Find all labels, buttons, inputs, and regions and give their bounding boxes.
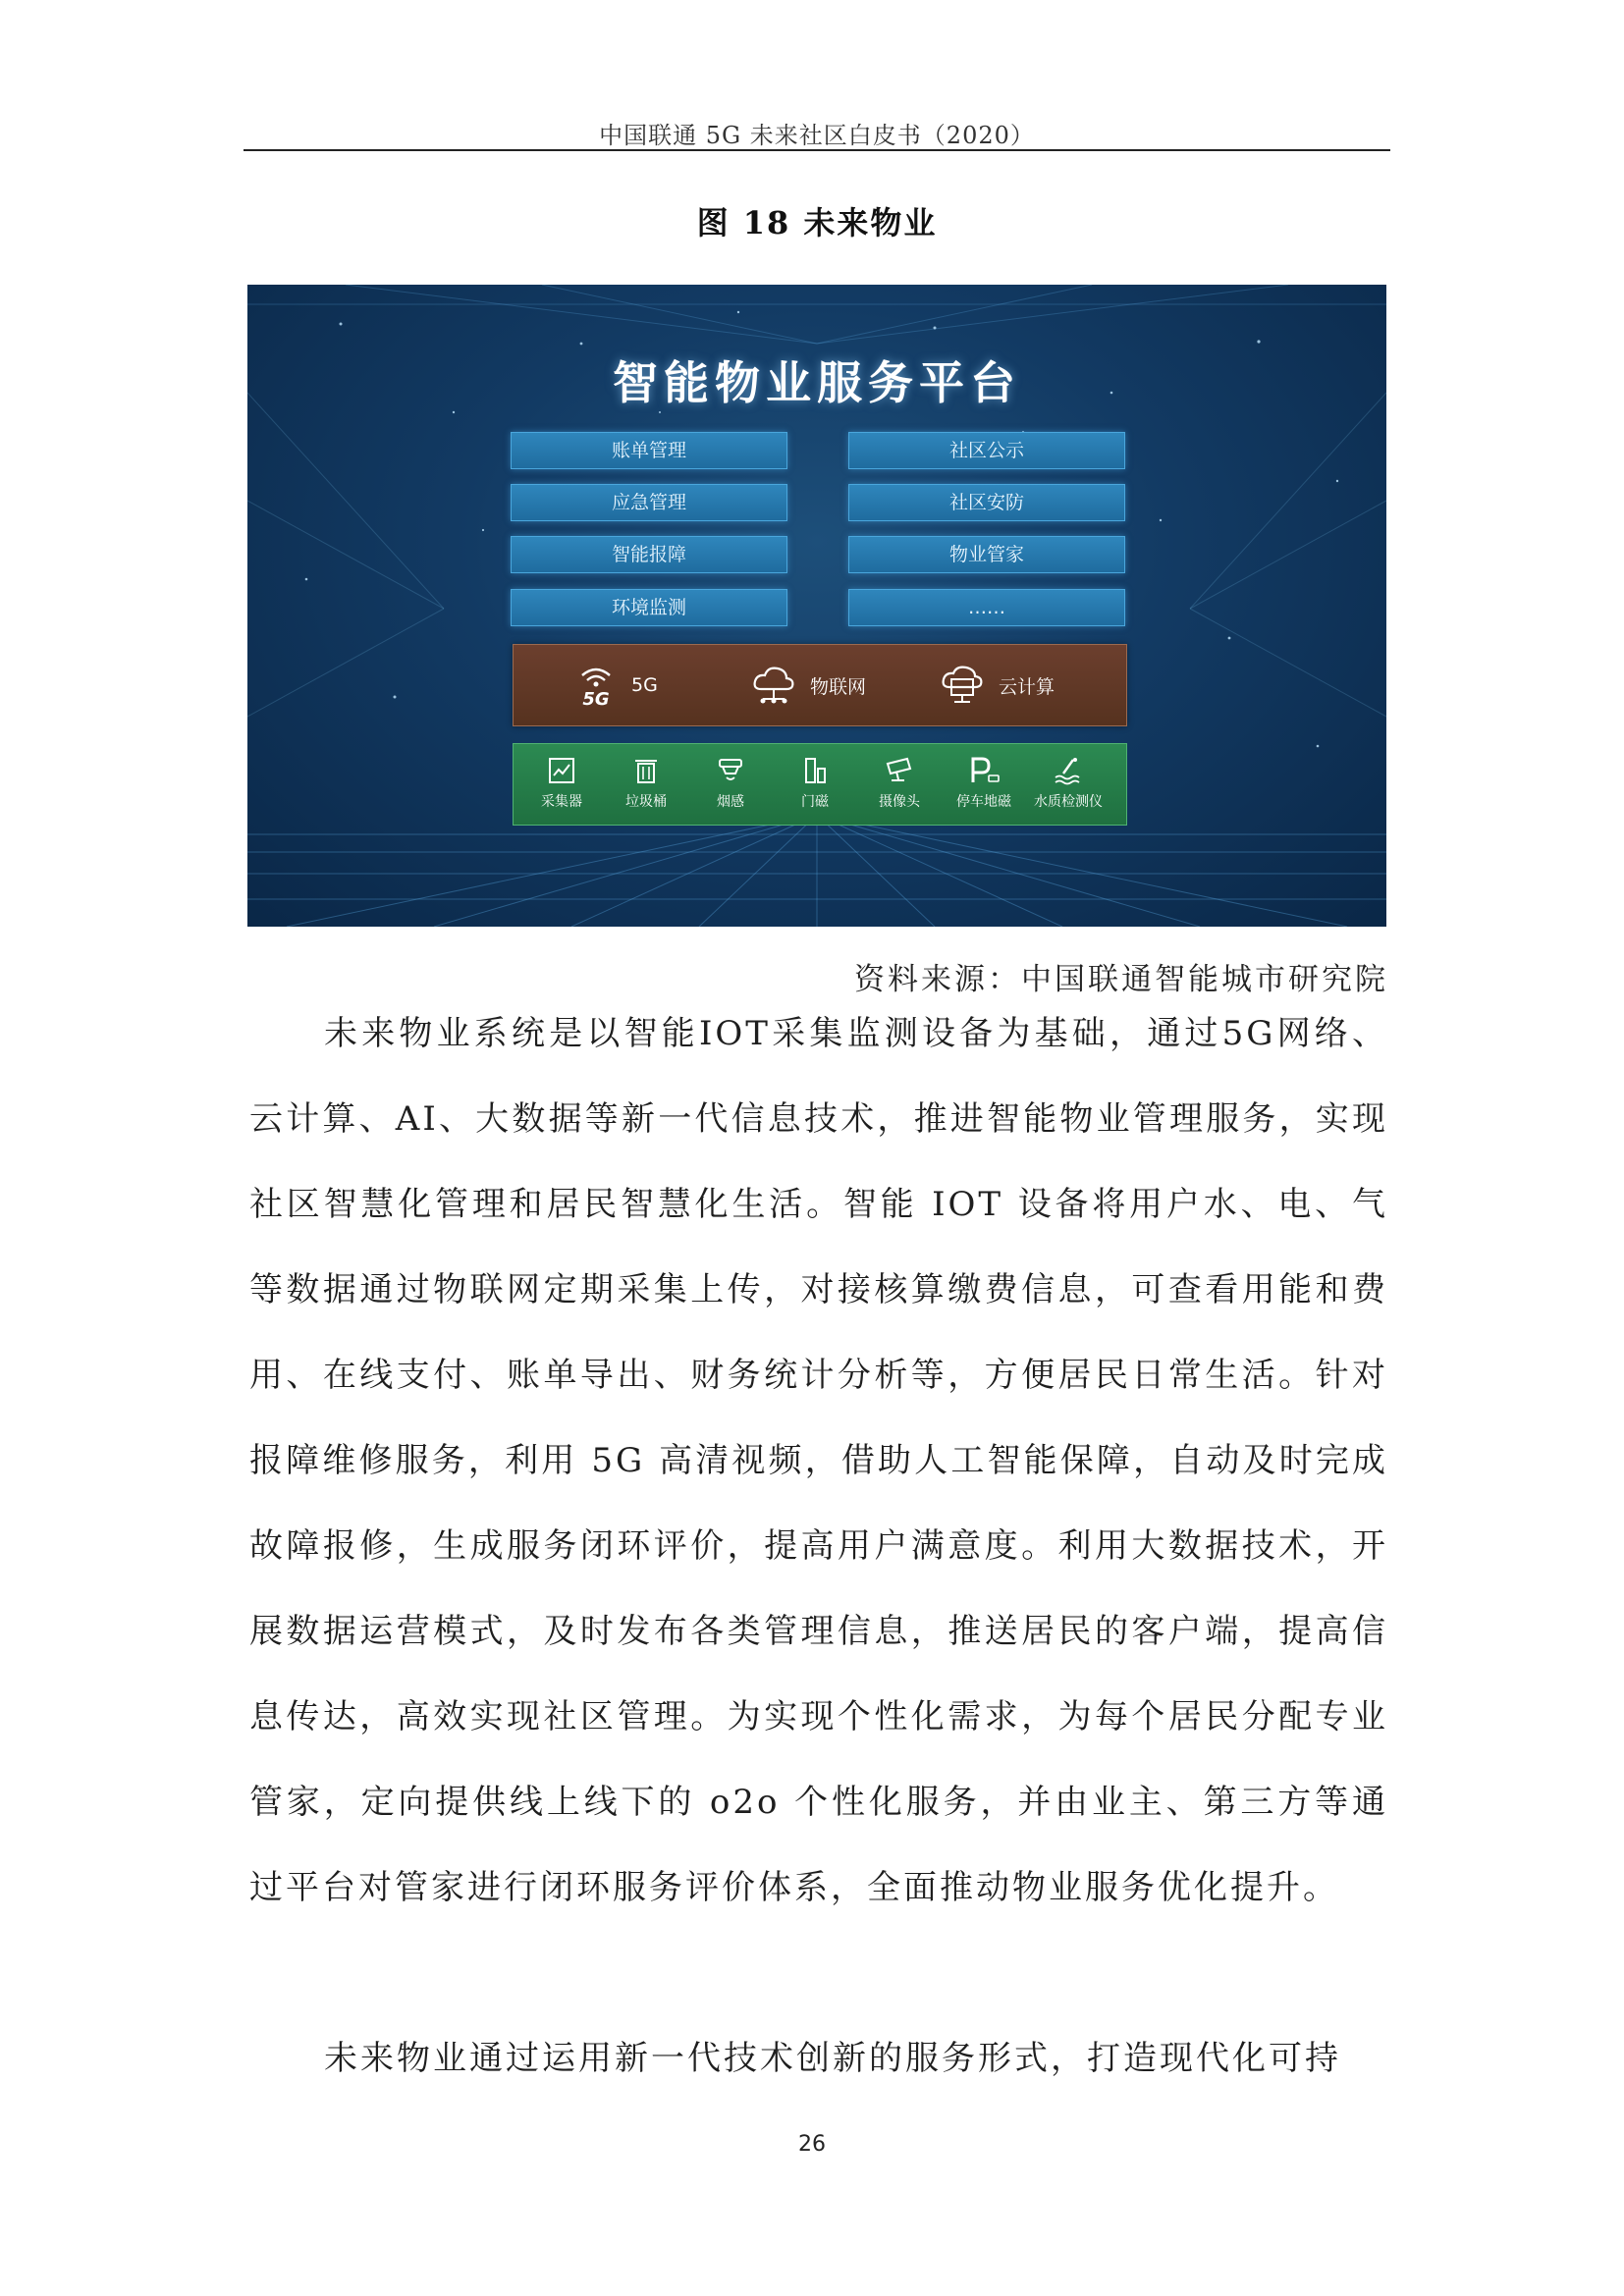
device-parking: [946, 744, 1022, 825]
tech-5g: [574, 645, 658, 725]
figure-caption: 图 18 未来物业: [696, 204, 938, 241]
device-water: [1030, 744, 1107, 825]
collector-icon: [545, 756, 578, 785]
device-collector: [523, 744, 600, 825]
service-environment: 环境监测: [511, 589, 787, 626]
page-number: 26: [798, 2132, 826, 2157]
5g-signal-icon: [574, 662, 618, 709]
device-trash-label: 垃圾桶: [625, 794, 667, 810]
device-door-label: 门磁: [801, 794, 829, 810]
parking-sensor-icon: [967, 756, 1001, 785]
tech-iot-label: 物联网: [810, 675, 867, 698]
header-rule: [244, 149, 1390, 151]
device-band: [513, 743, 1127, 826]
service-notice: 社区公示: [848, 432, 1125, 469]
service-emergency: 应急管理: [511, 484, 787, 521]
tech-cloud: [940, 645, 1055, 725]
device-smoke-label: 烟感: [717, 794, 744, 810]
tech-cloud-label: 云计算: [999, 675, 1056, 698]
running-header: 中国联通 5G 未来社区白皮书（2020）: [599, 122, 1035, 149]
water-quality-icon: [1052, 756, 1085, 785]
platform-title: 智能物业服务平台: [613, 356, 1021, 409]
service-more: ……: [848, 589, 1125, 626]
trash-bin-icon: [629, 756, 663, 785]
iot-cloud-icon: [751, 664, 796, 707]
tech-iot: [751, 645, 866, 725]
camera-icon: [883, 756, 916, 785]
device-camera: [861, 744, 938, 825]
device-camera-label: 摄像头: [879, 794, 920, 810]
body-paragraph-1: 未来物业系统是以智能IOT采集监测设备为基础，通过5G网络、云计算、AI、大数据等新一代信息技术，推进智能物业管理服务，实现社区智慧化管理和居民智慧化生活。智能 IOT 设备将用户水、电、气等数据通过物联网定期采集上传，对接核算缴费信息，可查看用能和费用、在线支付、账单导出、财务统计分析等，方便居民日常生活。针对报障维修服务，利用 5G 高清视频，借助人工智能保障，自动及时完成故障报修，生成服务闭环评价，提高用户满意度。利用大数据技术，开展数据运营模式，及时发布各类管理信息，推送居民的客户端，提高信息传达，高效实现社区管理。为实现个性化需求，为每个居民分配专业管家，定向提供线上线下的 o2o 个性化服务，并由业主、第三方等通过平台对管家进行闭环服务评价体系，全面推动物业服务优化提升。: [249, 1014, 1388, 1907]
device-water-label: 水质检测仪: [1034, 794, 1103, 810]
cloud-computing-icon: [940, 664, 985, 707]
door-sensor-icon: [798, 756, 832, 785]
body-paragraph-2: 未来物业通过运用新一代技术创新的服务形式，打造现代化可持: [324, 2039, 1341, 2078]
figure-source: 资料来源：中国联通智能城市研究院: [854, 962, 1388, 997]
device-trash: [608, 744, 684, 825]
device-parking-label: 停车地磁: [956, 794, 1011, 810]
svg-text:5G: 5G: [582, 689, 610, 709]
service-fault-report: 智能报障: [511, 536, 787, 573]
service-security: 社区安防: [848, 484, 1125, 521]
technology-band: [513, 644, 1127, 726]
device-smoke: [692, 744, 769, 825]
tech-5g-label: 5G: [631, 674, 658, 696]
platform-figure: [247, 285, 1386, 927]
service-butler: 物业管家: [848, 536, 1125, 573]
device-collector-label: 采集器: [541, 794, 582, 810]
device-door: [777, 744, 853, 825]
smoke-detector-icon: [714, 756, 747, 785]
service-billing: 账单管理: [511, 432, 787, 469]
